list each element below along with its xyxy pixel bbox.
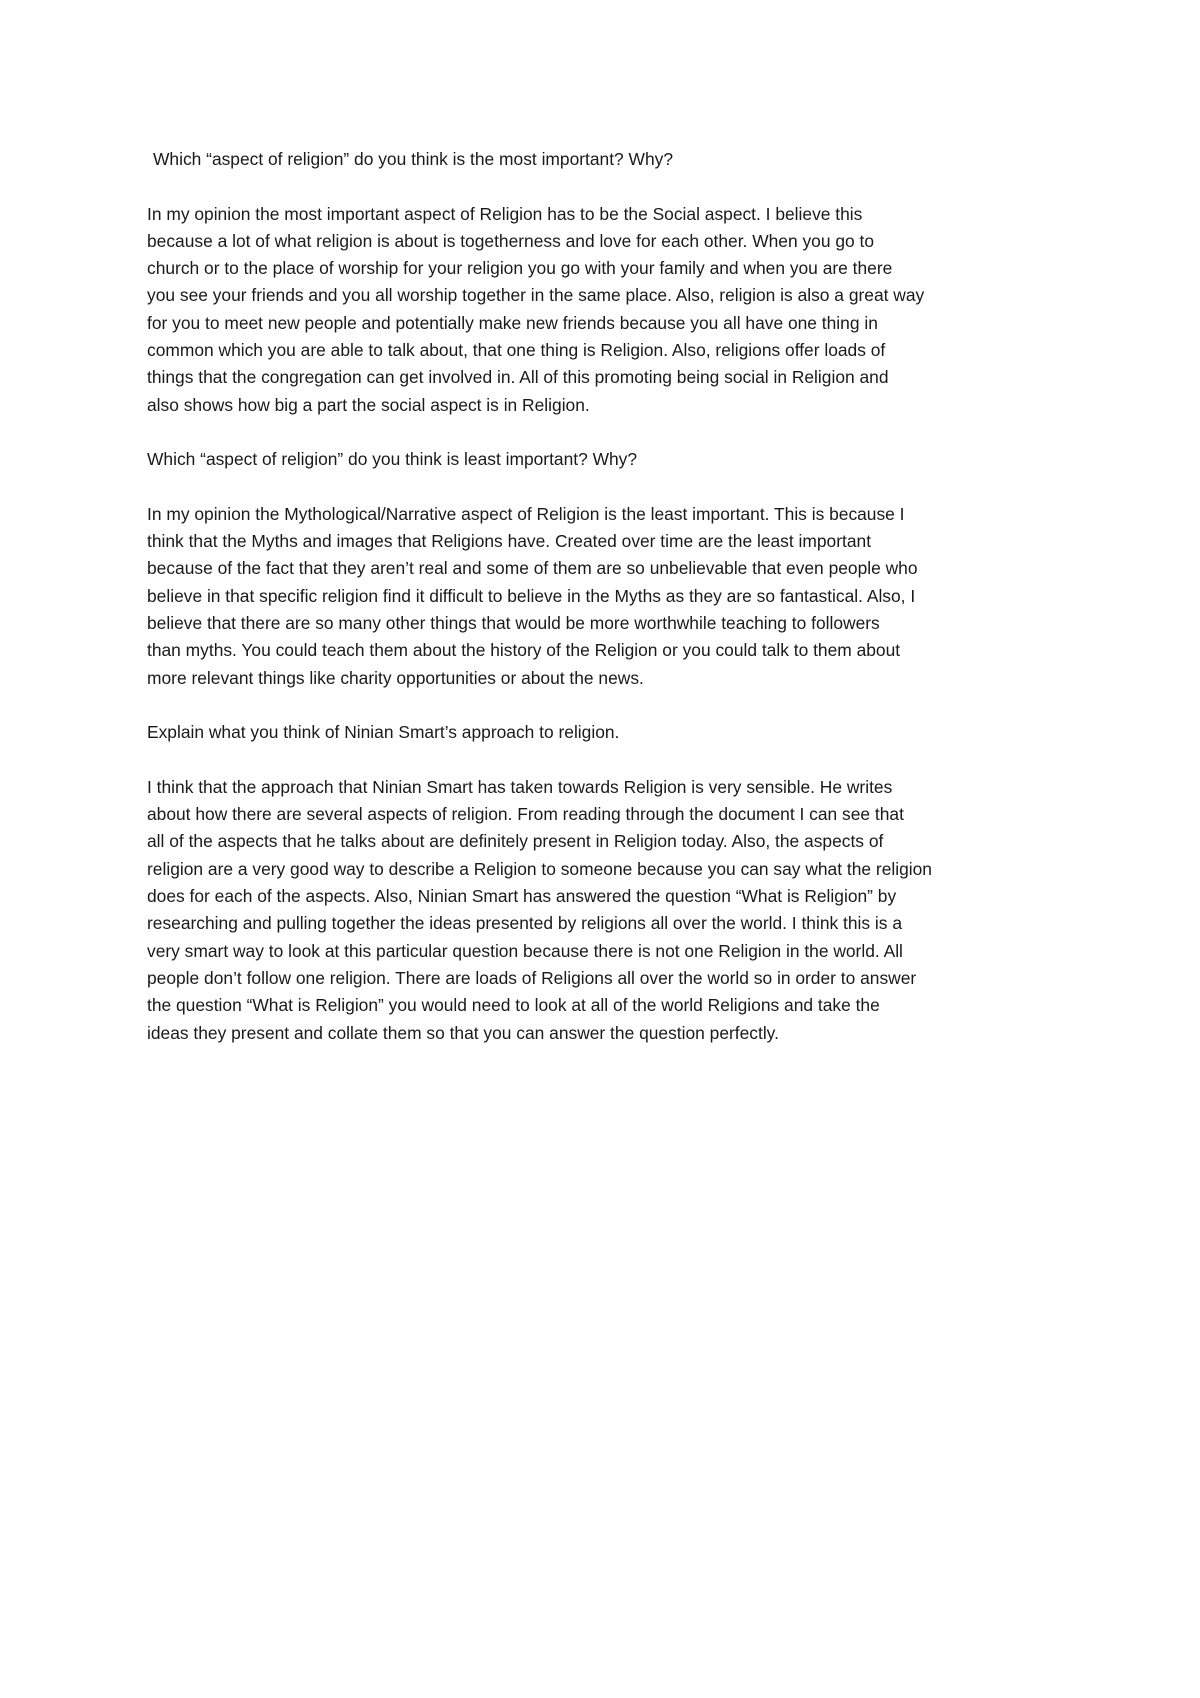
answer-line: think that the Myths and images that Religions have. Created over time are the least important [147, 531, 872, 552]
answer-line: than myths. You could teach them about the history of the Religion or you could talk to them about [147, 640, 901, 661]
answer-line: I think that the approach that Ninian Smart has taken towards Religion is very sensible. He writes [147, 776, 893, 797]
answer-line: because of the fact that they aren’t real and some of them are so unbelievable that even people who [147, 558, 918, 579]
answer-3 [147, 774, 1067, 1047]
question-3: Explain what you think of Ninian Smart’s approach to religion. [147, 722, 620, 743]
question-2: Which “aspect of religion” do you think is least important? Why? [147, 449, 638, 470]
answer-line: very smart way to look at this particular question because there is not one Religion in the world. All [147, 940, 903, 961]
answer-1 [147, 201, 1067, 419]
question-1: Which “aspect of religion” do you think is the most important? Why? [153, 149, 674, 169]
answer-line: about how there are several aspects of religion. From reading through the document I can see that [147, 804, 904, 825]
answer-line: also shows how big a part the social aspect is in Religion. [147, 394, 590, 415]
answer-line: for you to meet new people and potentially make new friends because you all have one thing in [147, 312, 878, 333]
answer-line: researching and pulling together the ideas presented by religions all over the world. I think this is a [147, 913, 902, 934]
answer-line: believe in that specific religion find it difficult to believe in the Myths as they are so fantastical. Also, I [147, 585, 916, 606]
answer-line: religion are a very good way to describe a Religion to someone because you can say what the religion [147, 858, 932, 879]
answer-line: ideas they present and collate them so that you can answer the question perfectly. [147, 1022, 779, 1043]
answer-line: does for each of the aspects. Also, Ninian Smart has answered the question “What is Religion” by [147, 886, 897, 907]
answer-line: you see your friends and you all worship together in the same place. Also, religion is also a great way [147, 285, 925, 306]
answer-line: the question “What is Religion” you would need to look at all of the world Religions and take the [147, 995, 880, 1016]
answer-line: more relevant things like charity opportunities or about the news. [147, 667, 644, 688]
document-body [147, 146, 1067, 1074]
answer-line: In my opinion the most important aspect of Religion has to be the Social aspect. I believe this [147, 203, 863, 224]
answer-line: In my opinion the Mythological/Narrative aspect of Religion is the least important. This is because I [147, 503, 905, 524]
answer-2 [147, 501, 1067, 692]
answer-line: because a lot of what religion is about is togetherness and love for each other. When you go to [147, 230, 875, 251]
answer-line: common which you are able to talk about, that one thing is Religion. Also, religions offer loads of [147, 340, 886, 361]
answer-line: church or to the place of worship for your religion you go with your family and when you are there [147, 258, 893, 279]
answer-line: all of the aspects that he talks about are definitely present in Religion today. Also, the aspects of [147, 831, 884, 852]
answer-line: things that the congregation can get involved in. All of this promoting being social in Religion and [147, 367, 889, 388]
answer-line: people don’t follow one religion. There are loads of Religions all over the world so in order to answer [147, 967, 917, 988]
answer-line: believe that there are so many other things that would be more worthwhile teaching to followers [147, 613, 880, 634]
